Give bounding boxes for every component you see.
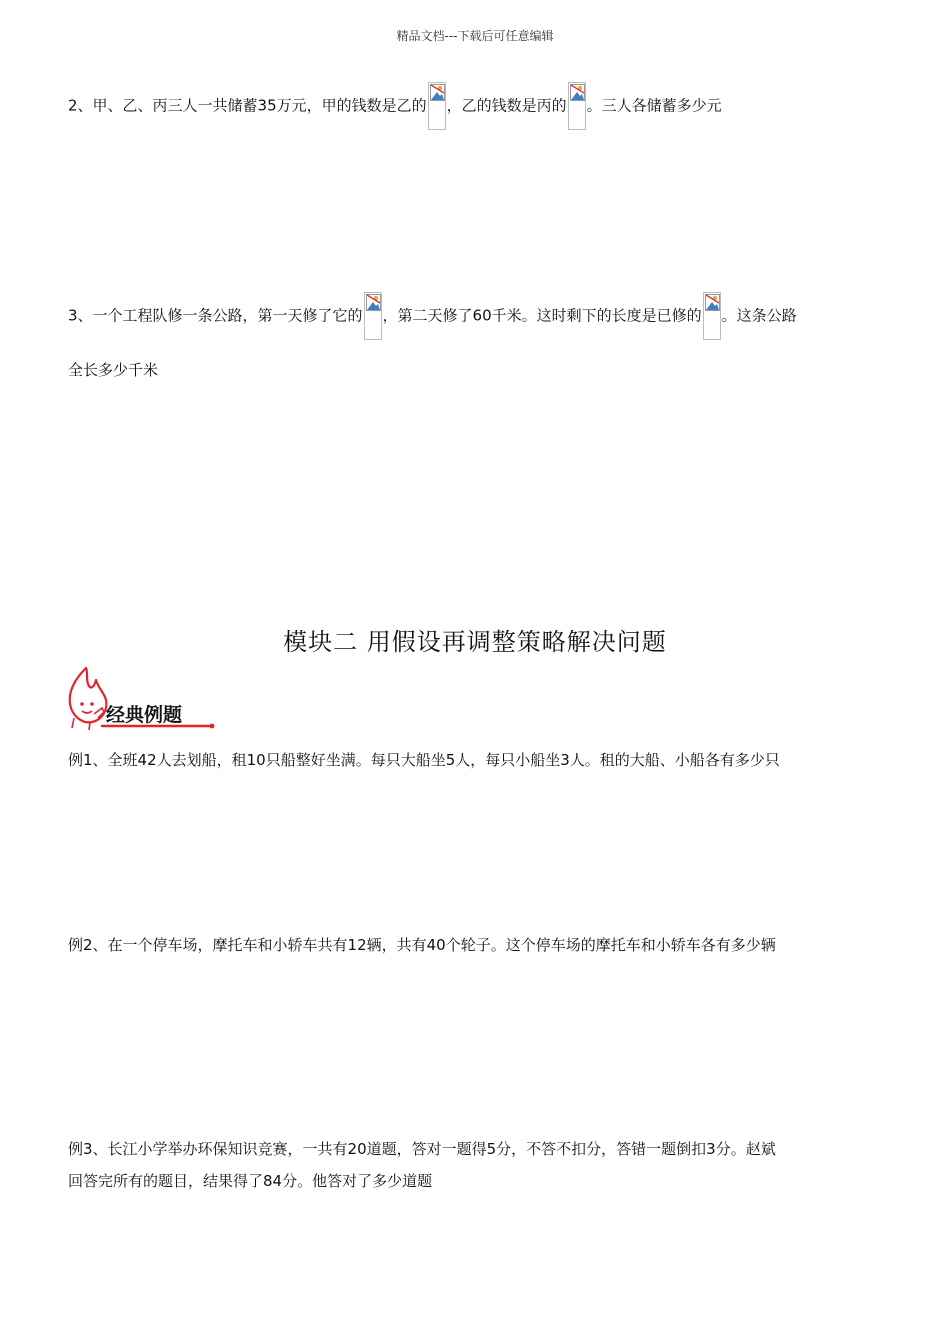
problem-3-text-a: 3、一个工程队修一条公路，第一天修了它的 — [68, 306, 363, 325]
problem-3-line-2: 全长多少千米 — [68, 361, 159, 379]
example-1: 例1、全班42人去划船，租10只船整好坐满。每只大船坐5人，每只小船坐3人。租的大船、小船各有多少只 — [68, 751, 780, 769]
section-title: 模块二 用假设再调整策略解决问题 — [283, 628, 667, 656]
example-3-line-2: 回答完所有的题目，结果得了84分。他答对了多少道题 — [68, 1172, 433, 1190]
broken-image-icon — [428, 82, 446, 130]
problem-3-text-b: ，第二天修了60千米。这时剩下的长度是已修的 — [382, 306, 702, 325]
example-2: 例2、在一个停车场，摩托车和小轿车共有12辆，共有40个轮子。这个停车场的摩托车和小轿车各有多少辆 — [68, 936, 776, 954]
broken-image-icon — [364, 292, 382, 340]
broken-image-icon — [568, 82, 586, 130]
problem-2-text-c: 。三人各储蓄多少元 — [586, 96, 722, 115]
problem-3 — [68, 292, 797, 340]
problem-2-text-b: ，乙的钱数是丙的 — [446, 96, 567, 115]
page-header: 精品文档---下载后可任意编辑 — [396, 29, 554, 43]
example-3-line-1: 例3、长江小学举办环保知识竞赛，一共有20道题，答对一题得5分，不答不扣分，答错一题倒扣3分。赵斌 — [68, 1140, 776, 1158]
problem-2 — [68, 82, 722, 130]
classic-examples-badge — [62, 664, 222, 734]
badge-label: 经典例题 — [106, 704, 183, 726]
problem-3-text-c: 。这条公路 — [721, 306, 797, 325]
problem-2-text-a: 2、甲、乙、丙三人一共储蓄35万元，甲的钱数是乙的 — [68, 96, 427, 115]
broken-image-icon — [703, 292, 721, 340]
